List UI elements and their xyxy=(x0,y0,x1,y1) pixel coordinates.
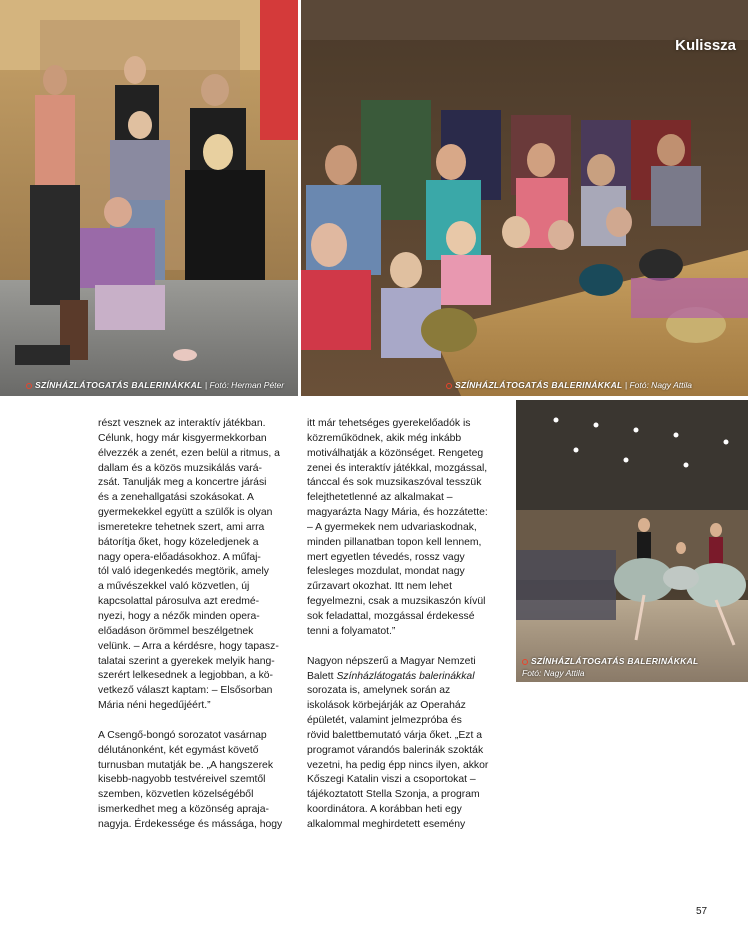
text-line: motiválhatják a közönséget. Rengeteg xyxy=(307,447,484,459)
text-line: Mária néni hegedűjéért.” xyxy=(98,700,211,712)
caption-bullet-icon xyxy=(26,383,32,389)
text-line: mert egyetlen tévedés, rossz vagy xyxy=(307,551,465,563)
series-title: Színházlátogatás balerinákkal xyxy=(336,670,475,682)
article-column-1 xyxy=(98,417,303,833)
text-line: zsát. Tanulják meg a koncertre járási xyxy=(98,477,267,489)
text-line: tenni a folyamatot.” xyxy=(307,625,396,637)
caption-title: SZÍNHÁZLÁTOGATÁS BALERINÁKKAL xyxy=(35,380,203,390)
text-line: dallam és a közös muzsikálás vará- xyxy=(98,462,263,474)
text-line: magyarázta Nagy Mária, és hozzátette: xyxy=(307,507,488,519)
photo-ballet-studio-image xyxy=(516,400,748,682)
photo-rehearsal-room xyxy=(0,0,298,396)
text-line: nagyja. Érdekessége és mássága, hogy xyxy=(98,818,283,830)
photo-rehearsal-room-image xyxy=(0,0,298,396)
text-line: turnusban mutatják be. „A hangszerek xyxy=(98,759,274,771)
article-paragraph xyxy=(98,729,303,833)
text-line: felesleges mozdulat, mondat nagy xyxy=(307,566,465,578)
article-paragraph xyxy=(307,655,512,833)
text-line: vetkező választ kaptam: – Elsősorban xyxy=(98,685,273,697)
text-line: a művészekkel való közvetlen, új xyxy=(98,581,250,593)
caption-credit: Fotó: Nagy Attila xyxy=(522,668,585,678)
caption-credit: | Fotó: Nagy Attila xyxy=(622,380,692,390)
photo-ballet-studio xyxy=(516,400,748,682)
section-label: Kulissza xyxy=(675,37,736,54)
text-line: koordinátora. A korábban heti egy xyxy=(307,804,462,816)
text-line: minden pillanatban topon kell lennem, xyxy=(307,536,482,548)
text-line: sok feladattal, mozgással érdekessé xyxy=(307,610,475,622)
text-line: Célunk, hogy már kisgyermekkorban xyxy=(98,432,267,444)
text-line: és a zenehallgatási szokásokat. A xyxy=(98,492,254,504)
photo-costume-table-caption xyxy=(446,380,692,390)
text-line: tánccal és sok muzsikaszóval tesszük xyxy=(307,477,482,489)
text-line: iskolások körbejárják az Operaház xyxy=(307,700,466,712)
text-line: fegyelmezni, csak a muzsikaszón kívül xyxy=(307,596,486,608)
text-line: közreműködnek, akik még inkább xyxy=(307,432,462,444)
text-line: épületét, valamint jelmezpróba és xyxy=(307,715,462,727)
text-line: A Csengő-bongó sorozatot vasárnap xyxy=(98,729,267,741)
text-line: zűrzavart okozhat. Itt nem lehet xyxy=(307,581,452,593)
text-line: Kőszegi Katalin viszi a csoportokat – xyxy=(307,774,476,786)
text-line: szerért lelkesednek a legjobban, a kö- xyxy=(98,670,274,682)
page-number: 57 xyxy=(696,906,708,917)
text-line: kisebb-nagyobb testvéreivel szemtől xyxy=(98,774,266,786)
text-line: Balett xyxy=(307,670,334,682)
text-line: Nagyon népszerű a Magyar Nemzeti xyxy=(307,655,476,667)
text-line: tól való idegenkedés megtörik, amely xyxy=(98,566,269,578)
text-line: bátorítja őket, hogy közeledjenek a xyxy=(98,536,259,548)
text-line: sorozata is, amelynek során az xyxy=(307,685,451,697)
text-line: programot várandós balerinák szokták xyxy=(307,744,484,756)
text-line: délutánonként, két egymást követő xyxy=(98,744,259,756)
caption-title: SZÍNHÁZLÁTOGATÁS BALERINÁKKAL xyxy=(531,656,699,666)
text-line: felejthetetlenné az alkalmakat – xyxy=(307,492,453,504)
text-line: tájékoztatott Stella Szonja, a program xyxy=(307,789,480,801)
text-line: zenei és interaktív játékkal, mozgással, xyxy=(307,462,488,474)
text-line: velünk. – Arra a kérdésre, hogy tapasz- xyxy=(98,640,279,652)
text-line: gyermekekkel együtt a szülők is olyan xyxy=(98,507,273,519)
text-line: ismeretekre tehetnek szert, ami arra xyxy=(98,521,265,533)
photo-costume-table xyxy=(301,0,748,396)
photo-costume-table-image xyxy=(301,0,748,396)
article-paragraph xyxy=(307,417,512,640)
caption-credit: | Fotó: Herman Péter xyxy=(202,380,285,390)
text-line: talatai szerint a gyerekek melyik hang- xyxy=(98,655,275,667)
text-line: itt már tehetséges gyerekelőadók is xyxy=(307,418,471,429)
caption-bullet-icon xyxy=(446,383,452,389)
text-line: nyezi, hogy a nézők minden opera- xyxy=(98,610,260,622)
text-line: részt vesznek az interaktív játékban. xyxy=(98,418,266,429)
caption-bullet-icon xyxy=(522,659,528,665)
text-line: rövid balettbemutató várja őket. „Ezt a xyxy=(307,729,482,741)
caption-title: SZÍNHÁZLÁTOGATÁS BALERINÁKKAL xyxy=(455,380,623,390)
text-line: szemben, közvetlen közelségéből xyxy=(98,789,254,801)
photo-rehearsal-room-caption xyxy=(26,380,284,390)
text-line: – A gyermekek nem udvariaskodnak, xyxy=(307,521,477,533)
text-line: vezetni, ha pedig épp nincs ilyen, akkor xyxy=(307,759,489,771)
text-line: élvezzék a zenét, ezen belül a ritmus, a xyxy=(98,447,280,459)
article-paragraph xyxy=(98,417,303,714)
article-column-2 xyxy=(307,417,512,833)
text-line: ismerkedhet meg a közönség apraja- xyxy=(98,804,269,816)
photo-ballet-studio-caption xyxy=(522,655,699,679)
text-line: kapcsolattal párosulva azt eredmé- xyxy=(98,596,260,608)
text-line: nagy opera-előadásokhoz. A műfaj- xyxy=(98,551,261,563)
text-line: alkalommal meghirdetett esemény xyxy=(307,818,466,830)
text-line: előadáson örömmel beszélgetnek xyxy=(98,625,254,637)
